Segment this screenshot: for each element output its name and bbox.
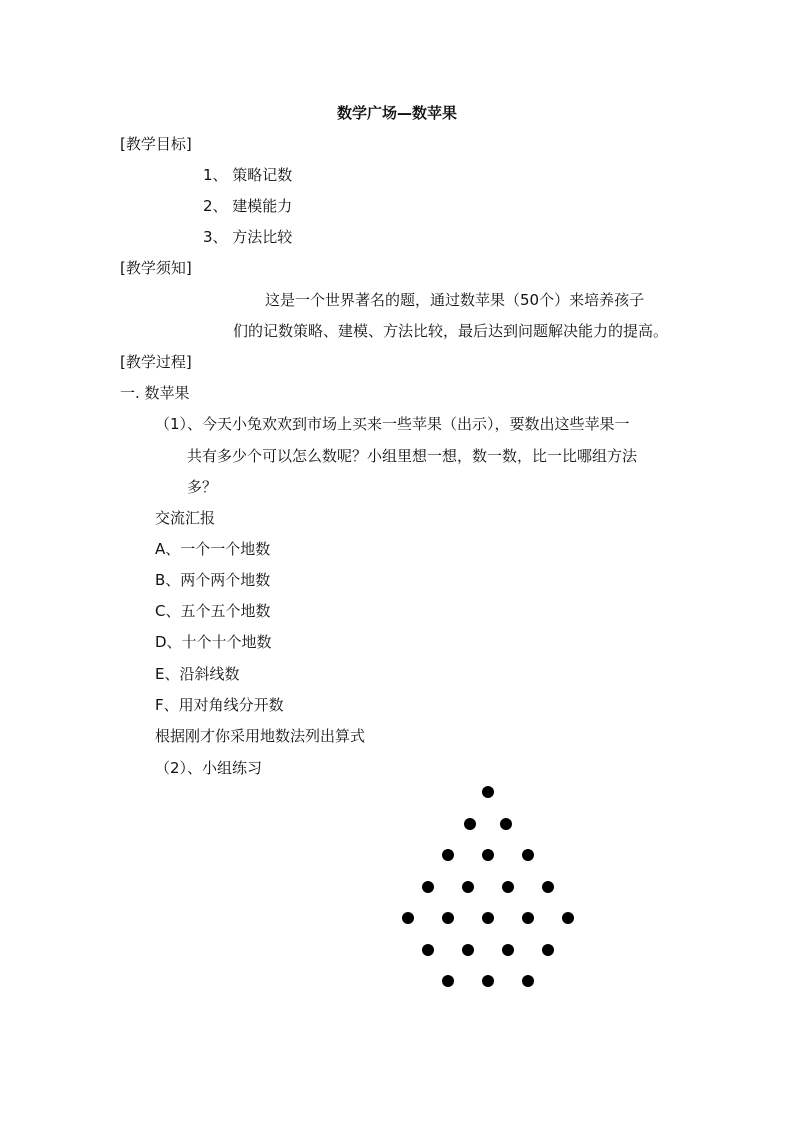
method-item-a: A、一个一个地数 bbox=[155, 540, 271, 558]
apple-dot bbox=[422, 944, 434, 956]
notes-line-1: 这是一个世界著名的题，通过数苹果（50个）来培养孩子 bbox=[265, 291, 645, 309]
question-1-line-2: 共有多少个可以怎么数呢？小组里想一想，数一数，比一比哪组方法 bbox=[187, 447, 638, 465]
goals-heading: [教学目标] bbox=[120, 135, 192, 153]
apple-dot bbox=[402, 912, 414, 924]
apple-dot bbox=[482, 975, 494, 987]
method-item-f: F、用对角线分开数 bbox=[155, 696, 284, 714]
report-label: 交流汇报 bbox=[155, 509, 216, 527]
apple-dot bbox=[542, 944, 554, 956]
apple-dot bbox=[482, 849, 494, 861]
apple-dot bbox=[522, 975, 534, 987]
notes-heading: [教学须知] bbox=[120, 259, 192, 277]
formula-instruction: 根据刚才你采用地数法列出算式 bbox=[155, 727, 366, 745]
method-item-b: B、两个两个地数 bbox=[155, 571, 271, 589]
notes-line-2: 们的记数策略、建模、方法比较，最后达到问题解决能力的提高。 bbox=[233, 322, 669, 340]
apple-dot-figure bbox=[390, 780, 590, 1010]
apple-dot bbox=[442, 912, 454, 924]
section-heading-1: 一. 数苹果 bbox=[120, 384, 190, 402]
question-1-line-3: 多？ bbox=[187, 478, 218, 496]
apple-dot bbox=[482, 912, 494, 924]
apple-dot bbox=[502, 881, 514, 893]
apple-dot bbox=[462, 881, 474, 893]
method-item-d: D、十个十个地数 bbox=[155, 633, 272, 651]
process-heading: [教学过程] bbox=[120, 353, 192, 371]
apple-dot bbox=[500, 818, 512, 830]
apple-dot bbox=[562, 912, 574, 924]
goal-item-3: 3、 方法比较 bbox=[203, 228, 293, 246]
method-item-e: E、沿斜线数 bbox=[155, 665, 240, 683]
apple-dot bbox=[442, 849, 454, 861]
goal-item-2: 2、 建模能力 bbox=[203, 197, 293, 215]
question-2: （2）、小组练习 bbox=[155, 759, 263, 777]
apple-dot bbox=[442, 975, 454, 987]
apple-dot bbox=[464, 818, 476, 830]
goal-item-1: 1、 策略记数 bbox=[203, 166, 293, 184]
method-item-c: C、五个五个地数 bbox=[155, 602, 271, 620]
document-title: 数学广场—数苹果 bbox=[336, 104, 457, 122]
apple-dot bbox=[462, 944, 474, 956]
apple-dot bbox=[482, 786, 494, 798]
apple-dot bbox=[422, 881, 434, 893]
apple-dot bbox=[502, 944, 514, 956]
question-1-line-1: （1）、今天小兔欢欢到市场上买来一些苹果（出示），要数出这些苹果一 bbox=[155, 415, 630, 433]
apple-dot bbox=[542, 881, 554, 893]
apple-dot bbox=[522, 849, 534, 861]
apple-dot bbox=[522, 912, 534, 924]
